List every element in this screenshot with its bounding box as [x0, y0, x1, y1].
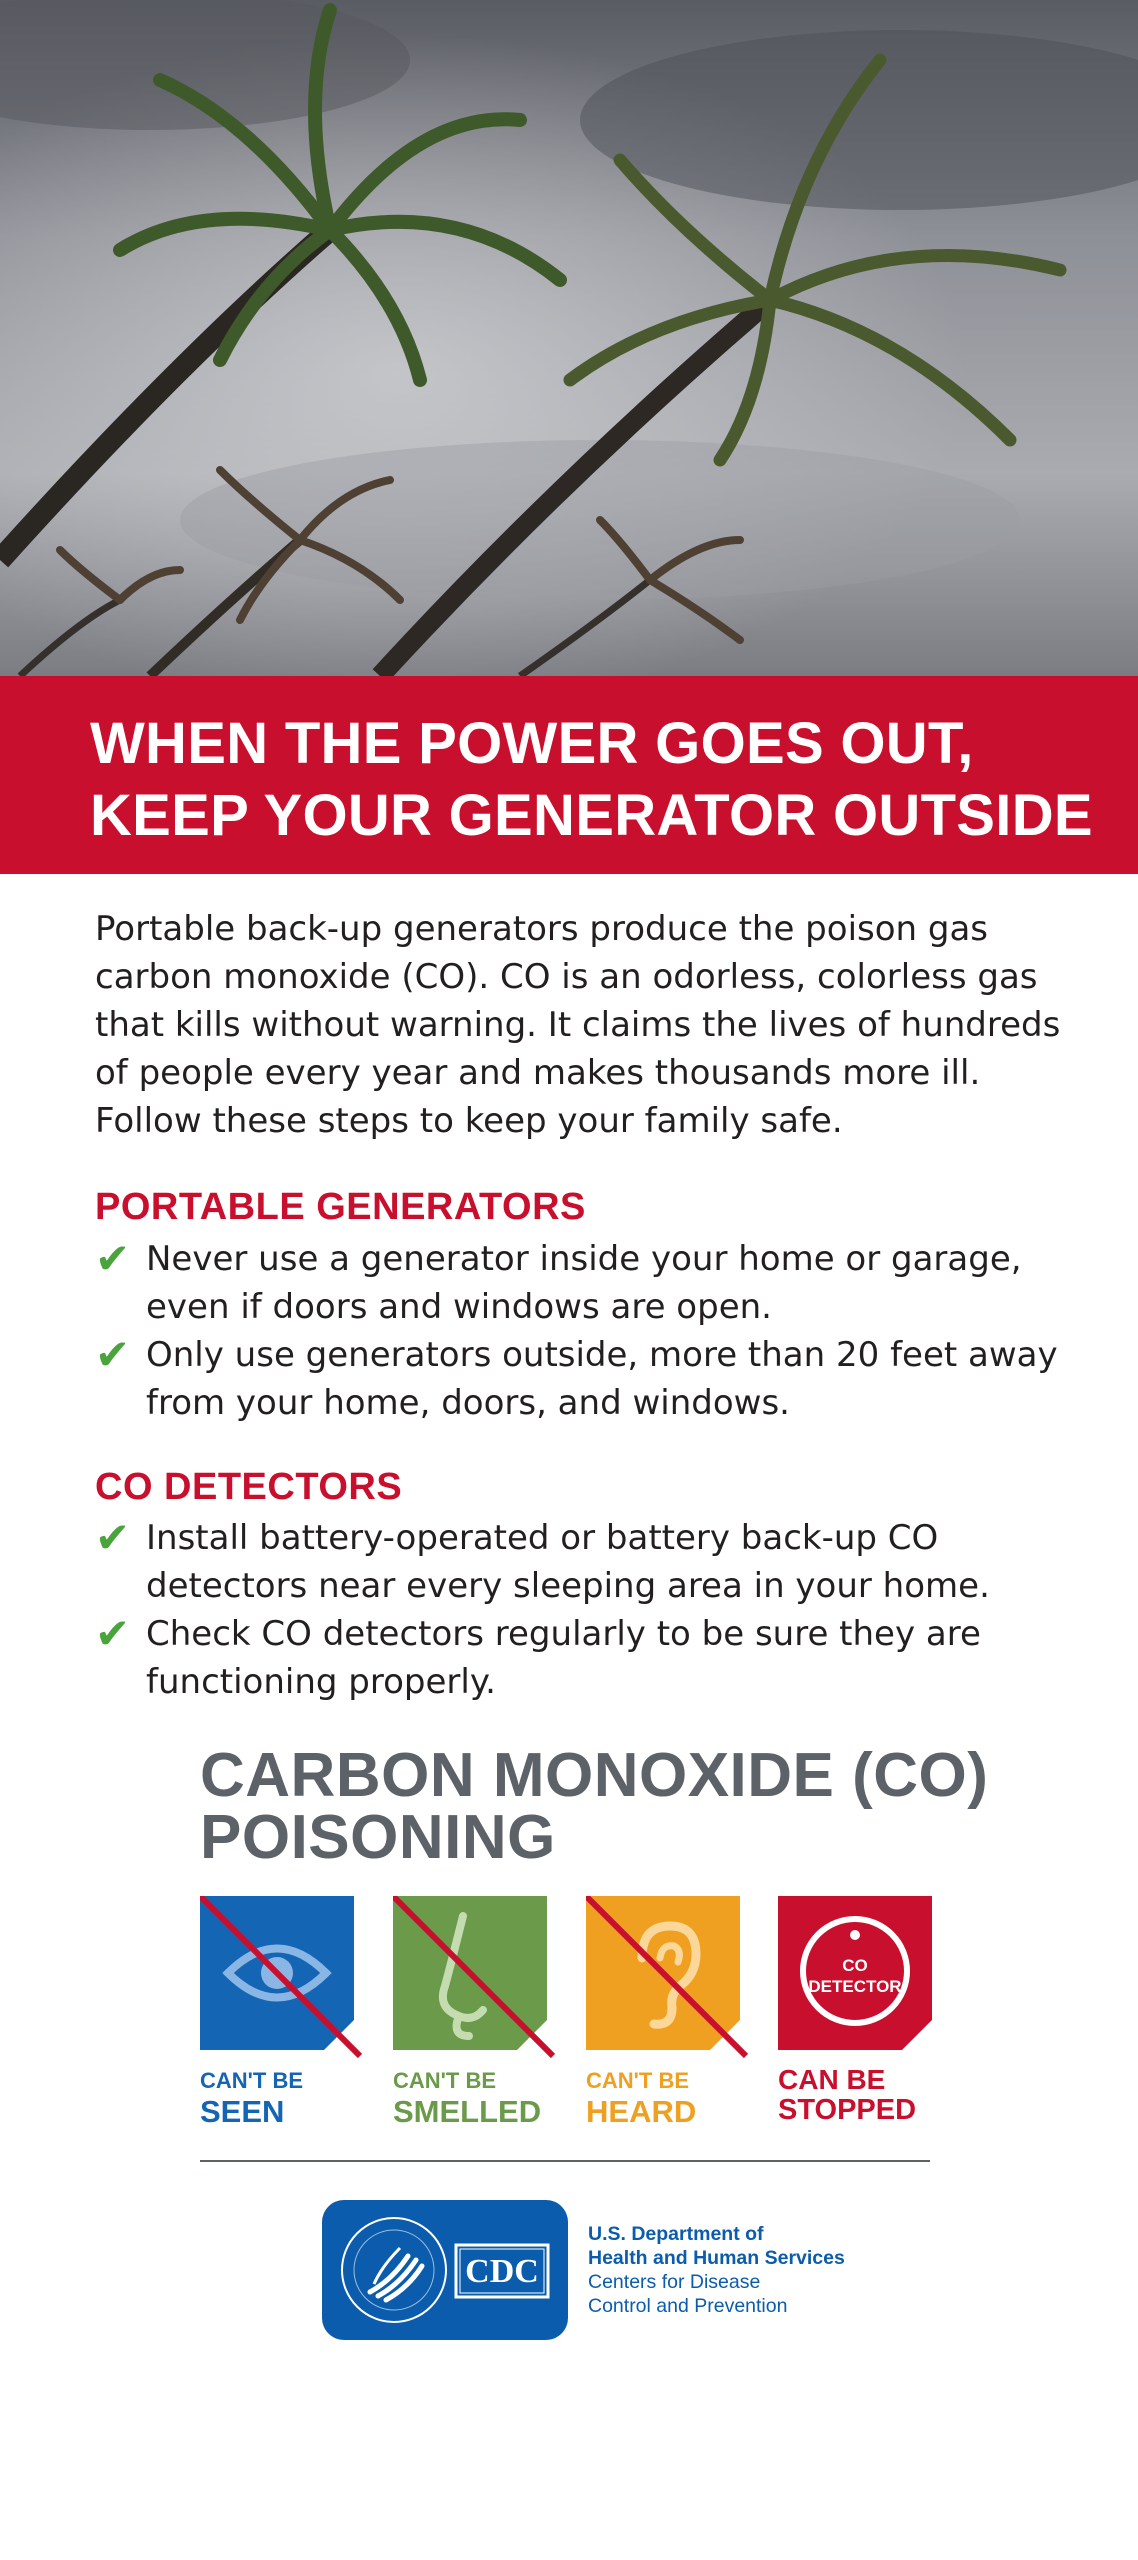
cant-be-smelled-tile: [393, 1896, 547, 2050]
hhs-cdc-logo: [322, 2200, 568, 2340]
co-poisoning-title: [200, 1741, 989, 1872]
prohibition-slash: [393, 1896, 563, 2066]
agency-line-1: U.S. Department of: [588, 2223, 764, 2245]
list-item-line: Check CO detectors regularly to be sure they are: [146, 1614, 981, 1654]
stopped-caption-small: CAN BE: [778, 2064, 886, 2095]
hero-photo: [0, 0, 1138, 676]
can-be-stopped-tile: [778, 1896, 932, 2050]
list-item-line: Install battery-operated or battery back-up CO: [146, 1518, 939, 1558]
stopped-caption-big: STOPPED: [778, 2094, 917, 2126]
co-detectors-heading: CO DETECTORS: [95, 1466, 403, 1508]
detector-label-line-2: DETECTOR: [808, 1977, 902, 1996]
agency-name: [588, 2222, 845, 2318]
divider: [200, 2160, 930, 2162]
headline-banner: [0, 676, 1138, 874]
seen-caption-big: SEEN: [200, 2094, 285, 2129]
seen-caption-small: CAN'T BE: [200, 2068, 304, 2093]
detector-label-line-1: CO: [842, 1956, 868, 1975]
cdc-logo-text: CDC: [465, 2253, 539, 2290]
intro-line: Portable back-up generators produce the poison gas: [95, 909, 989, 949]
list-item-line: even if doors and windows are open.: [146, 1287, 772, 1327]
list-item-line: functioning properly.: [146, 1662, 496, 1702]
intro-line: Follow these steps to keep your family safe.: [95, 1101, 843, 1141]
list-item-line: from your home, doors, and windows.: [146, 1383, 790, 1423]
heard-caption-big: HEARD: [586, 2094, 697, 2129]
heard-caption-small: CAN'T BE: [586, 2068, 690, 2093]
hhs-eagle-seal-icon: [322, 2200, 568, 2340]
agency-line-4: Control and Prevention: [588, 2295, 788, 2317]
intro-line: of people every year and makes thousands more ill.: [95, 1053, 981, 1093]
list-item-line: detectors near every sleeping area in your home.: [146, 1566, 990, 1606]
smelled-caption-small: CAN'T BE: [393, 2068, 497, 2093]
checkmark-icon: ✔: [95, 1513, 131, 1562]
portable-generators-heading: PORTABLE GENERATORS: [95, 1186, 586, 1228]
headline-line-1: WHEN THE POWER GOES OUT,: [90, 711, 974, 776]
headline-line-2: KEEP YOUR GENERATOR OUTSIDE: [90, 783, 1093, 848]
agency-line-2: Health and Human Services: [588, 2247, 845, 2269]
prohibition-slash: [586, 1896, 756, 2066]
co-title-line-2: POISONING: [200, 1803, 556, 1872]
cant-be-seen-tile: [200, 1896, 354, 2050]
list-item-line: Never use a generator inside your home or garage,: [146, 1239, 1022, 1279]
palm-trees-storm-image: [0, 0, 1138, 676]
intro-paragraph: [95, 905, 1061, 1145]
smelled-caption-big: SMELLED: [393, 2094, 542, 2129]
intro-line: that kills without warning. It claims the lives of hundreds: [95, 1005, 1061, 1045]
checkmark-icon: ✔: [95, 1609, 131, 1658]
cant-be-heard-tile: [586, 1896, 740, 2050]
list-item-line: Only use generators outside, more than 20 feet away: [146, 1335, 1058, 1375]
agency-line-3: Centers for Disease: [588, 2271, 761, 2293]
co-detector-icon: [778, 1896, 932, 2050]
co-title-line-1: CARBON MONOXIDE (CO): [200, 1741, 989, 1810]
checkmark-icon: ✔: [95, 1330, 131, 1379]
prohibition-slash: [200, 1896, 370, 2066]
checkmark-icon: ✔: [95, 1234, 131, 1283]
intro-line: carbon monoxide (CO). CO is an odorless, colorless gas: [95, 957, 1038, 997]
